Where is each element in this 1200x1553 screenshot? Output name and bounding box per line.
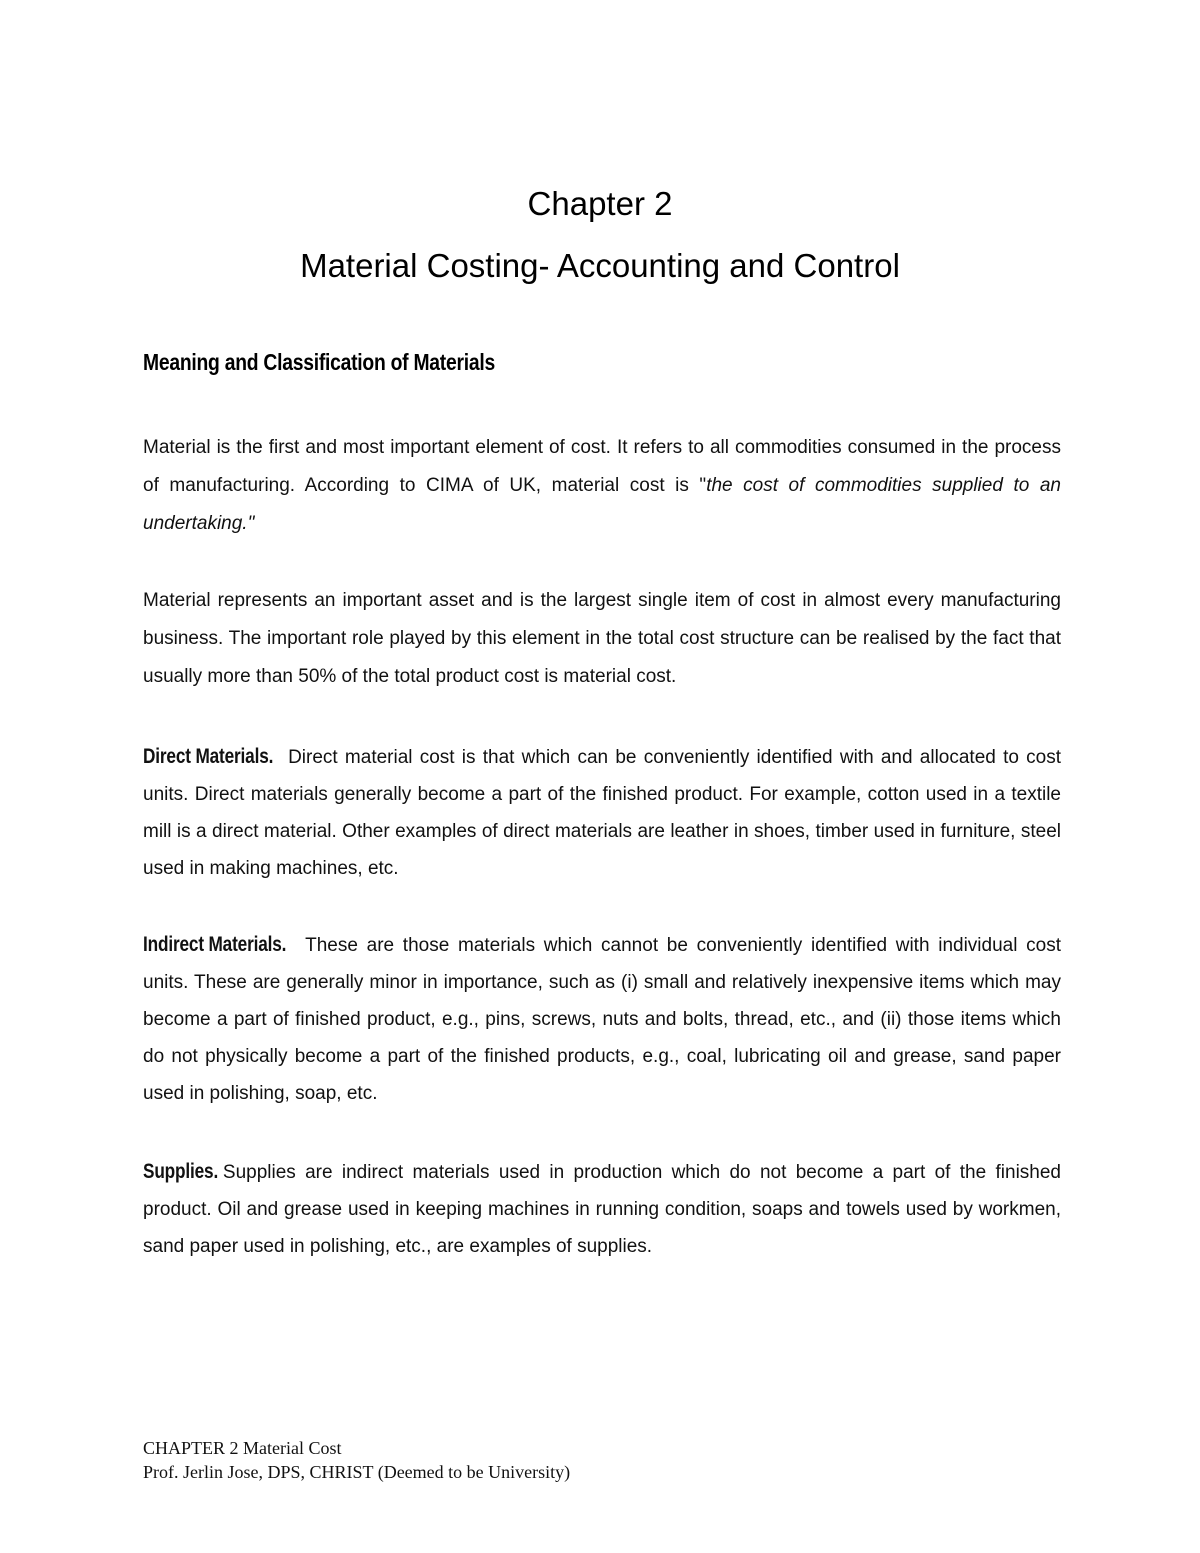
paragraph-text: Direct material cost is that which can be conveniently identified with and allocated to cost units. Direct materials generally become a part of the finished product. For example, cotton used in a textile mill is a direct material. Other examples of direct materials are leather in shoes, timber used in furniture, steel used in making machines, etc. xyxy=(143,747,1061,879)
supplies-heading: Supplies. xyxy=(143,1160,219,1183)
paragraph-direct-materials xyxy=(143,738,1061,887)
paragraph-material-importance xyxy=(143,582,1061,696)
paragraph-text: Material represents an important asset and is the largest single item of cost in almost every manufacturing business. The important role played by this element in the total cost structure can be realised by the fact that usually more than 50% of the total product cost is material cost. xyxy=(143,590,1061,687)
paragraph-text: These are those materials which cannot be conveniently identified with individual cost units. These are generally minor in importance, such as (i) small and relatively inexpensive items which may become a part of finished product, e.g., pins, screws, nuts and bolts, thread, etc., and (ii) those items which do not physically become a part of the finished products, e.g., coal, lubricating oil and grease, sand paper used in polishing, soap, etc. xyxy=(143,935,1061,1104)
direct-materials-heading: Direct Materials. xyxy=(143,745,274,768)
paragraph-text: Material is the first and most important element of cost. It refers to all commodities consumed in the process of manufacturing. According to CIMA of UK, material cost is " xyxy=(143,437,1061,496)
paragraph-indirect-materials xyxy=(143,926,1061,1112)
chapter-title: Material Costing- Accounting and Control xyxy=(300,247,900,284)
page-footer xyxy=(143,1436,570,1484)
paragraph-supplies xyxy=(143,1153,1061,1265)
paragraph-material-definition xyxy=(143,429,1061,543)
chapter-number: Chapter 2 xyxy=(527,185,673,222)
paragraph-text: Supplies are indirect materials used in production which do not become a part of the finished product. Oil and grease used in keeping machines in running condition, soaps and towels used by workmen, sand paper used in polishing, etc., are examples of supplies. xyxy=(143,1162,1061,1257)
footer-author-line: Prof. Jerlin Jose, DPS, CHRIST (Deemed to be University) xyxy=(143,1462,571,1482)
footer-chapter-line: CHAPTER 2 Material Cost xyxy=(143,1438,342,1458)
section-heading: Meaning and Classification of Materials xyxy=(143,349,495,375)
cima-quote: the cost of commodities supplied to an undertaking." xyxy=(143,475,1061,534)
indirect-materials-heading: Indirect Materials. xyxy=(143,933,287,956)
